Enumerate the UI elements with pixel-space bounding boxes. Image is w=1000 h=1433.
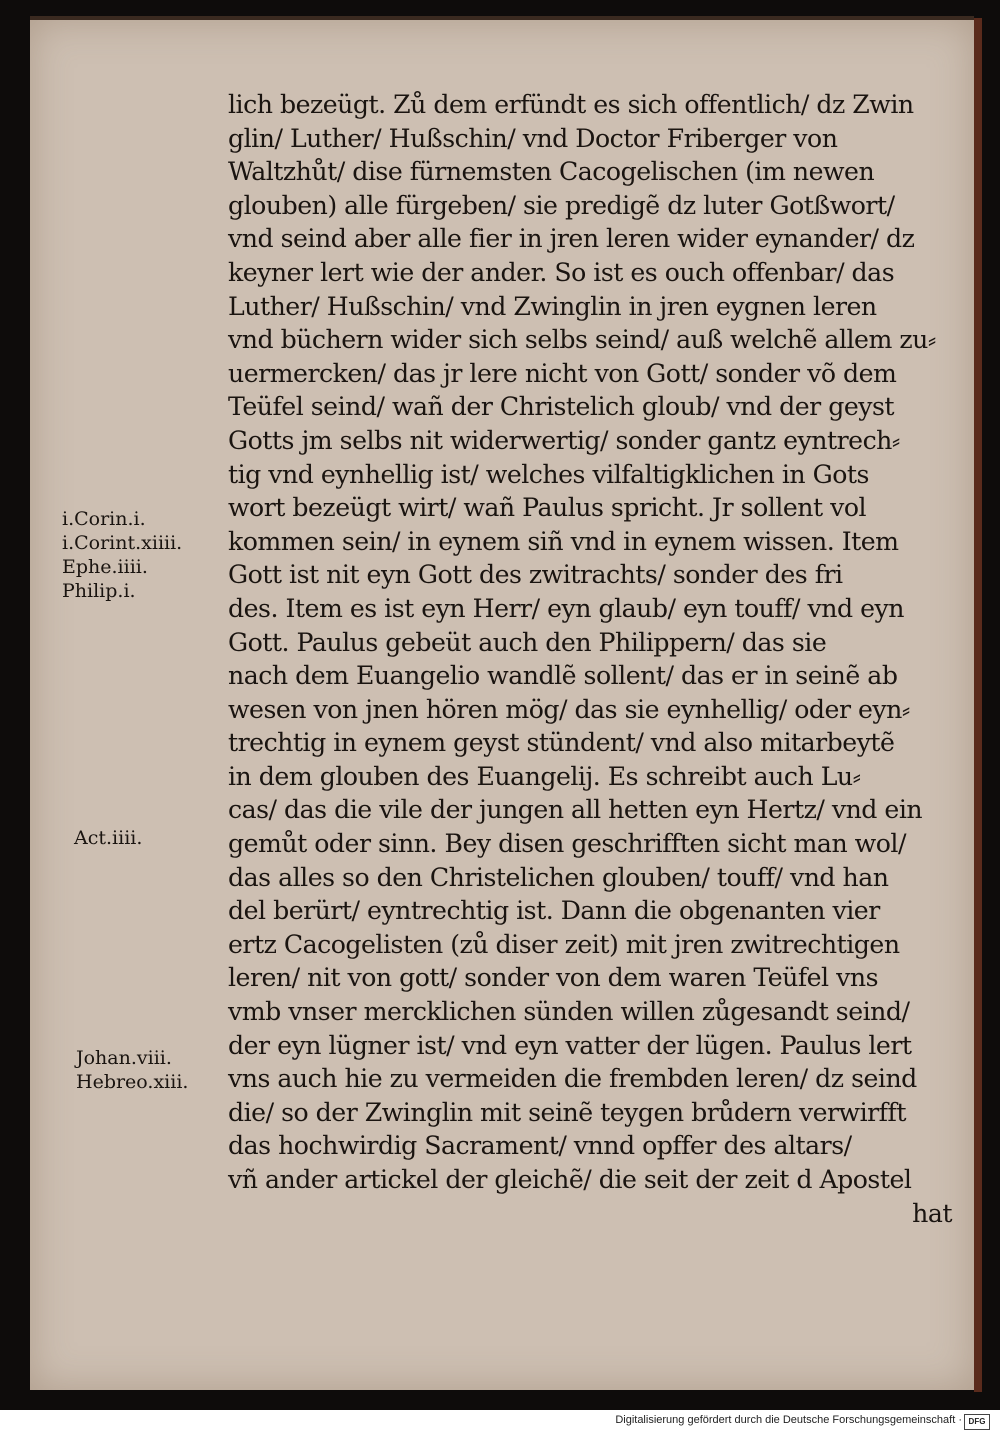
- margin-reference: Philip.i.: [62, 580, 136, 602]
- text-line-31: die/ so der Zwinglin mit seinẽ teygen brůdern verwirfft: [228, 1097, 906, 1127]
- page-binding-edge: [974, 18, 982, 1392]
- text-line-6: keyner lert wie der ander. So ist es ouch offenbar/ das: [228, 257, 895, 287]
- margin-reference: i.Corint.xiiii.: [62, 532, 183, 554]
- text-line-21: in dem glouben des Euangelij. Es schreibt auch Lu⸗: [228, 761, 861, 791]
- text-line-17: Gott. Paulus gebeüt auch den Philippern/ das sie: [228, 627, 827, 657]
- text-line-27: leren/ nit von gott/ sonder von dem waren Teüfel vns: [228, 963, 878, 993]
- text-line-28: vmb vnser mercklichen sünden willen zůgesandt seind/: [228, 997, 910, 1027]
- text-line-10: Teüfel seind/ wañ der Christelich gloub/ vnd der geyst: [228, 392, 894, 422]
- text-line-16: des. Item es ist eyn Herr/ eyn glaub/ eyn touff/ vnd eyn: [228, 593, 904, 623]
- text-line-30: vns auch hie zu vermeiden die frembden leren/ dz seind: [228, 1064, 917, 1094]
- margin-reference: Johan.viii.: [76, 1047, 172, 1069]
- text-line-11: Gotts jm selbs nit widerwertig/ sonder gantz eyntrech⸗: [228, 425, 900, 455]
- funding-credit: Digitalisierung gefördert durch die Deutsche Forschungsgemeinschaft ·: [615, 1414, 962, 1426]
- catchword: hat: [912, 1198, 952, 1228]
- text-line-9: uermercken/ das jr lere nicht von Gott/ sonder võ dem: [228, 358, 897, 388]
- text-line-13: wort bezeügt wirt/ wañ Paulus spricht. Jr sollent vol: [228, 493, 867, 523]
- text-line-26: ertz Cacogelisten (zů diser zeit) mit jren zwitrechtigen: [228, 929, 900, 959]
- margin-reference: i.Corin.i.: [62, 508, 146, 530]
- text-line-15: Gott ist nit eyn Gott des zwitrachts/ sonder des fri: [228, 560, 843, 590]
- margin-references-group-3: [76, 1046, 244, 1094]
- text-line-2: glin/ Luther/ Hußschin/ vnd Doctor Friberger von: [228, 123, 838, 153]
- text-line-32: das hochwirdig Sacrament/ vnnd opffer des altars/: [228, 1131, 852, 1161]
- text-line-3: Waltzhůt/ dise fürnemsten Cacogelischen (im newen: [228, 157, 875, 187]
- text-line-25: del berürt/ eyntrechtig ist. Dann die obgenanten vier: [228, 896, 880, 926]
- margin-reference: Hebreo.xiii.: [76, 1071, 189, 1093]
- dfg-logo-icon: DFG: [964, 1414, 990, 1430]
- text-line-20: trechtig in eynem geyst stündent/ vnd also mitarbeytẽ: [228, 728, 895, 758]
- text-line-18: nach dem Euangelio wandlẽ sollent/ das er in seinẽ ab: [228, 661, 898, 691]
- text-line-8: vnd büchern wider sich selbs seind/ auß welchẽ allem zu⸗: [228, 325, 936, 355]
- text-line-4: glouben) alle fürgeben/ sie predigẽ dz luter Gotßwort/: [228, 190, 895, 220]
- margin-reference: Ephe.iiii.: [62, 556, 148, 578]
- text-line-7: Luther/ Hußschin/ vnd Zwinglin in jren eygnen leren: [228, 291, 877, 321]
- margin-references-group-2: [74, 826, 242, 850]
- text-line-24: das alles so den Christelichen glouben/ touff/ vnd han: [228, 862, 889, 892]
- main-text-block: [228, 88, 958, 1230]
- text-line-29: der eyn lügner ist/ vnd eyn vatter der lügen. Paulus lert: [228, 1030, 912, 1060]
- text-line-22: cas/ das die vile der jungen all hetten eyn Hertz/ vnd ein: [228, 795, 923, 825]
- text-line-19: wesen von jnen hören mög/ das sie eynhellig/ oder eyn⸗: [228, 694, 910, 724]
- text-line-23: gemůt oder sinn. Bey disen geschrifften sicht man wol/: [228, 829, 906, 859]
- text-line-1: lich bezeügt. Zů dem erfündt es sich offentlich/ dz Zwin: [228, 90, 914, 119]
- text-line-14: kommen sein/ in eynem siñ vnd in eynem wissen. Item: [228, 526, 899, 556]
- text-line-5: vnd seind aber alle fier in jren leren wider eynander/ dz: [228, 224, 915, 254]
- margin-reference: Act.iiii.: [74, 827, 143, 849]
- margin-references-group-1: [62, 507, 230, 603]
- digitization-footer: [0, 1410, 1000, 1433]
- text-line-12: tig vnd eynhellig ist/ welches vilfaltigklichen in Gots: [228, 459, 869, 489]
- text-line-33: vñ ander artickel der gleichẽ/ die seit der zeit d Apostel: [228, 1165, 912, 1194]
